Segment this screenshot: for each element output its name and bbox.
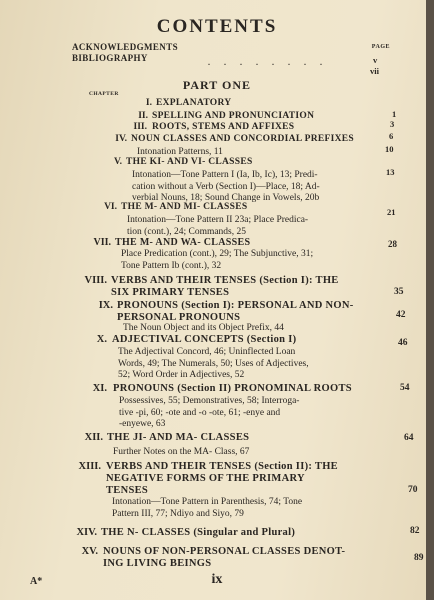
chapter-title: NOUN CLASSES AND CONCORDIAL PREFIXES <box>131 134 355 144</box>
chapter-subtopics: Intonation—Tone Pattern II 23a; Place Predica- tion (cont.), 24; Commands, 25 <box>127 215 309 237</box>
chapter-title: ADJECTIVAL CONCEPTS (Section I) <box>112 334 297 345</box>
chapter-title: THE KI- AND VI- CLASSES <box>126 157 253 167</box>
chapter-page: 21 <box>387 207 396 217</box>
page-edge <box>426 0 434 600</box>
chapter-number: IV. <box>115 134 127 144</box>
chapter-title: THE N- CLASSES (Singular and Plural) <box>101 527 296 538</box>
chapter-title: ROOTS, STEMS AND AFFIXES <box>152 122 295 132</box>
chapter-number: XI. <box>92 383 107 394</box>
chapter-number: I. <box>145 98 152 108</box>
chapter-subtopics: Intonation—Tone Pattern I (Ia, Ib, Ic), 13; Predi- cation without a Verb (Section I)—Place, 18; Ad- verbial Nouns, 18; Sound Change in Vowels, 20b <box>132 170 320 203</box>
leader-dots: . . . . . . . . <box>208 58 328 67</box>
bibliography-page: vii <box>370 66 379 76</box>
chapter-page: 10 <box>385 144 394 154</box>
chapter-number: XII. <box>84 432 103 443</box>
acknowledgments-entry: ACKNOWLEDGMENTS <box>72 42 179 52</box>
chapter-title: THE M- AND MI- CLASSES <box>121 202 248 212</box>
chapter-title: PRONOUNS (Section I): PERSONAL AND NON- PERSONAL PRONOUNS <box>117 300 354 323</box>
part-heading: PART ONE <box>182 78 252 92</box>
chapter-page: 13 <box>386 167 395 177</box>
chapter-page: 64 <box>404 433 414 443</box>
chapter-number: V. <box>113 157 122 167</box>
chapter-page: 82 <box>410 526 420 536</box>
chapter-title: PRONOUNS (Section II) PRONOMINAL ROOTS <box>113 383 352 394</box>
chapter-page: 1 <box>392 109 397 119</box>
chapter-column-label: CHAPTER <box>89 91 119 97</box>
chapter-title: THE M- AND WA- CLASSES <box>115 237 251 248</box>
chapter-number: X. <box>96 334 107 345</box>
chapter-title: VERBS AND THEIR TENSES (Section I): THE SIX PRIMARY TENSES <box>111 275 339 298</box>
chapter-page: 54 <box>400 383 410 393</box>
chapter-title: THE JI- AND MA- CLASSES <box>107 432 250 443</box>
chapter-page: 35 <box>394 287 404 297</box>
chapter-subtopics: The Noun Object and its Object Prefix, 44 <box>123 323 284 333</box>
page-title: CONTENTS <box>156 16 278 37</box>
chapter-page: 89 <box>414 553 424 563</box>
acknowledgments-page: v <box>373 55 378 65</box>
chapter-page: 3 <box>390 119 395 129</box>
chapter-page: 28 <box>388 239 397 249</box>
chapter-number: II. <box>138 111 148 121</box>
chapter-number: XV. <box>81 546 98 557</box>
chapter-number: VIII. <box>84 275 107 286</box>
chapter-subtopics: Possessives, 55; Demonstratives, 58; Interroga- tive -pi, 60; -ote and -o -ote, 61; -enye and -enyewe, 63 <box>119 396 300 429</box>
chapter-subtopics: The Adjectival Concord, 46; Uninflected Loan Words, 49; The Numerals, 50; Uses of Adjectives, 52; Word Order in Adjectives, 52 <box>118 347 309 380</box>
chapter-subtopics: Intonation—Tone Pattern in Parenthesis, 74; Tone Pattern III, 77; Ndiyo and Siyo, 79 <box>112 497 303 519</box>
page-column-label: PAGE <box>371 44 390 50</box>
chapter-number: XIII. <box>78 461 101 472</box>
chapter-title: EXPLANATORY <box>156 98 232 108</box>
chapter-subtopics: Intonation Patterns, 11 <box>137 147 223 157</box>
chapter-number: VII. <box>93 237 111 248</box>
chapter-page: 70 <box>408 485 418 495</box>
chapter-subtopics: Further Notes on the MA- Class, 67 <box>113 447 250 457</box>
chapter-title: VERBS AND THEIR TENSES (Section II): THE NEGATIVE FORMS OF THE PRIMARY TENSES <box>106 461 338 496</box>
chapter-page: 42 <box>396 310 406 320</box>
chapter-number: XIV. <box>76 527 97 538</box>
chapter-number: VI. <box>104 202 117 212</box>
chapter-page: 46 <box>398 338 408 348</box>
chapter-number: III. <box>133 122 147 132</box>
chapter-subtopics: Place Predication (cont.), 29; The Subjunctive, 31; Tone Pattern Ib (cont.), 32 <box>121 249 314 271</box>
chapter-page: 6 <box>389 131 394 141</box>
signature-mark: A* <box>30 576 43 587</box>
chapter-number: IX. <box>98 300 113 311</box>
bibliography-entry: BIBLIOGRAPHY <box>72 53 148 63</box>
page-number: ix <box>211 572 223 587</box>
chapter-title: SPELLING AND PRONUNCIATION <box>152 111 315 121</box>
chapter-title: NOUNS OF NON-PERSONAL CLASSES DENOT- ING LIVING BEINGS <box>103 546 346 569</box>
